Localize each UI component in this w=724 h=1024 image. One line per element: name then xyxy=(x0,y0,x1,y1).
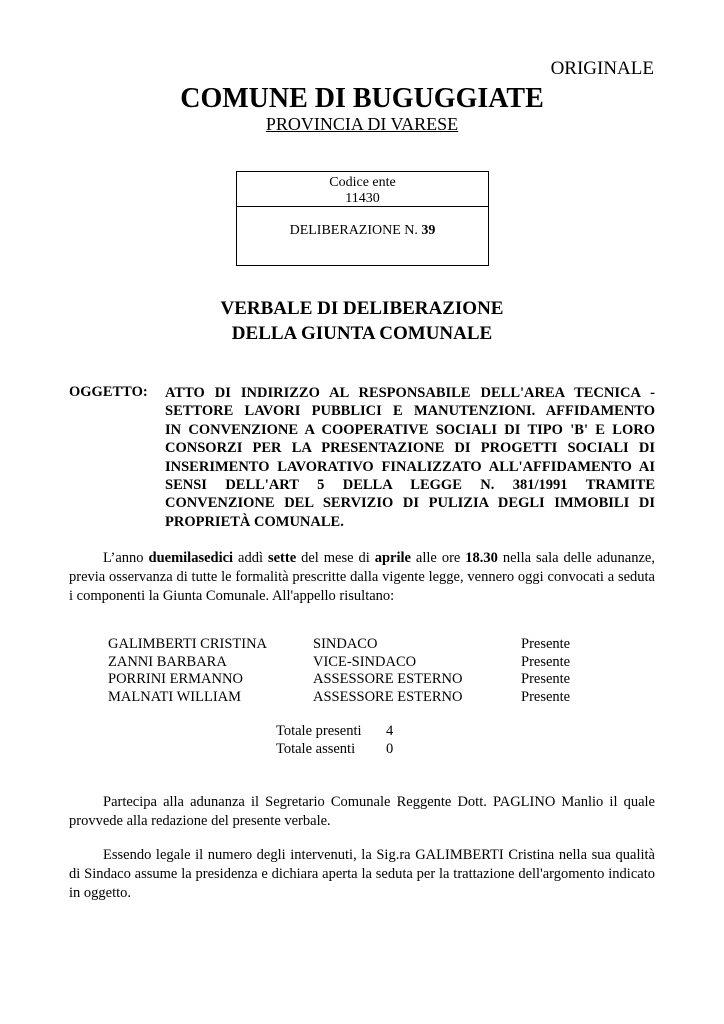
member-role: ASSESSORE ESTERNO xyxy=(313,688,463,705)
member-name: PORRINI ERMANNO xyxy=(108,671,243,688)
member-row xyxy=(108,654,601,672)
text-run: alle ore xyxy=(410,550,466,566)
time-text: 18.30 xyxy=(465,550,498,566)
original-stamp: ORIGINALE xyxy=(550,58,654,79)
total-present-label: Totale presenti xyxy=(276,723,362,739)
secretary-text: Partecipa alla adunanza il Segretario Comunale Reggente Dott. PAGLINO Manlio il quale provvede alla redazione del presente verbale. xyxy=(69,794,655,829)
deliberation-label: DELIBERAZIONE N. xyxy=(289,223,418,238)
day-text: sette xyxy=(267,550,297,566)
document-title xyxy=(0,296,724,346)
subject-line: CONVENZIONE DEL SERVIZIO DI PULIZIA DEGLI IMMOBILI DI xyxy=(165,495,655,512)
member-status: Presente xyxy=(521,653,571,670)
month-text: aprile xyxy=(374,550,411,566)
deliberation-number: 39 xyxy=(421,223,436,238)
subject-line: CONSORZI PER LA PRESENTAZIONE DI PROGETTI SOCIALI DI xyxy=(165,440,655,457)
total-absent-row xyxy=(276,741,393,759)
reference-box xyxy=(236,171,489,266)
text-run: addì xyxy=(233,550,268,566)
member-status: Presente xyxy=(521,671,571,688)
entity-code-label: Codice ente xyxy=(329,175,396,190)
member-name: ZANNI BARBARA xyxy=(108,653,227,670)
member-role: VICE-SINDACO xyxy=(313,653,417,670)
member-row xyxy=(108,671,601,689)
province-subtitle: PROVINCIA DI VARESE xyxy=(265,114,459,134)
member-name: GALIMBERTI CRISTINA xyxy=(108,636,268,652)
secretary-paragraph xyxy=(69,793,655,831)
session-paragraph xyxy=(69,549,655,606)
municipality-title: COMUNE DI BUGUGGIATE xyxy=(180,83,544,114)
subject-line: PROPRIETÀ COMUNALE. xyxy=(165,513,344,530)
presidency-text: Essendo legale il numero degli intervenuti, la Sig.ra GALIMBERTI Cristina nella sua qualità di Sindaco assume la presidenza e dichiara aperta la seduta per la trattazione dell'argomento indicato in oggetto. xyxy=(69,847,655,901)
subject-line: SETTORE LAVORI PUBBLICI E MANUTENZIONI. AFFIDAMENTO xyxy=(165,403,655,420)
entity-code-cell xyxy=(237,172,488,207)
subject-line: ATTO DI INDIRIZZO AL RESPONSABILE DELL'AREA TECNICA - xyxy=(165,385,655,401)
text-run: L’anno xyxy=(103,550,149,566)
entity-code-value: 11430 xyxy=(345,191,380,206)
deliberation-number-cell xyxy=(237,207,488,239)
text-run: del mese di xyxy=(296,550,375,566)
total-absent-value: 0 xyxy=(386,740,394,757)
member-row xyxy=(108,636,601,654)
subject-line: INSERIMENTO LAVORATIVO FINALIZZATO ALL'AFFIDAMENTO AI xyxy=(165,458,655,475)
member-status: Presente xyxy=(521,636,571,652)
member-status: Presente xyxy=(521,688,571,705)
subject-label: OGGETTO: xyxy=(69,384,148,400)
total-present-row xyxy=(276,723,393,741)
member-role: ASSESSORE ESTERNO xyxy=(313,671,463,688)
title-line-1: VERBALE DI DELIBERAZIONE xyxy=(220,298,504,319)
presidency-paragraph xyxy=(69,846,655,903)
member-name: MALNATI WILLIAM xyxy=(108,688,242,705)
attendance-totals xyxy=(276,723,393,758)
member-role: SINDACO xyxy=(313,636,378,652)
subject-line: IN CONVENZIONE A COOPERATIVE SOCIALI DI TIPO 'B' E LORO xyxy=(165,421,655,438)
subject-line: SENSI DELL'ART 5 DELLA LEGGE N. 381/1991 TRAMITE xyxy=(165,477,655,494)
title-line-2: DELLA GIUNTA COMUNALE xyxy=(231,323,493,344)
member-row xyxy=(108,689,601,707)
total-present-value: 4 xyxy=(386,723,394,739)
attendance-list xyxy=(108,636,601,706)
subject-text xyxy=(165,384,655,531)
text-run: nella sala delle adunanze, previa osservanza di tutte le formalità prescritte dalla vigente legge, vennero oggi convocati a seduta i componenti la Giunta Comunale. All'appello risultano: xyxy=(69,550,655,604)
year-text: duemilasedici xyxy=(148,550,234,566)
total-absent-label: Totale assenti xyxy=(276,740,356,757)
